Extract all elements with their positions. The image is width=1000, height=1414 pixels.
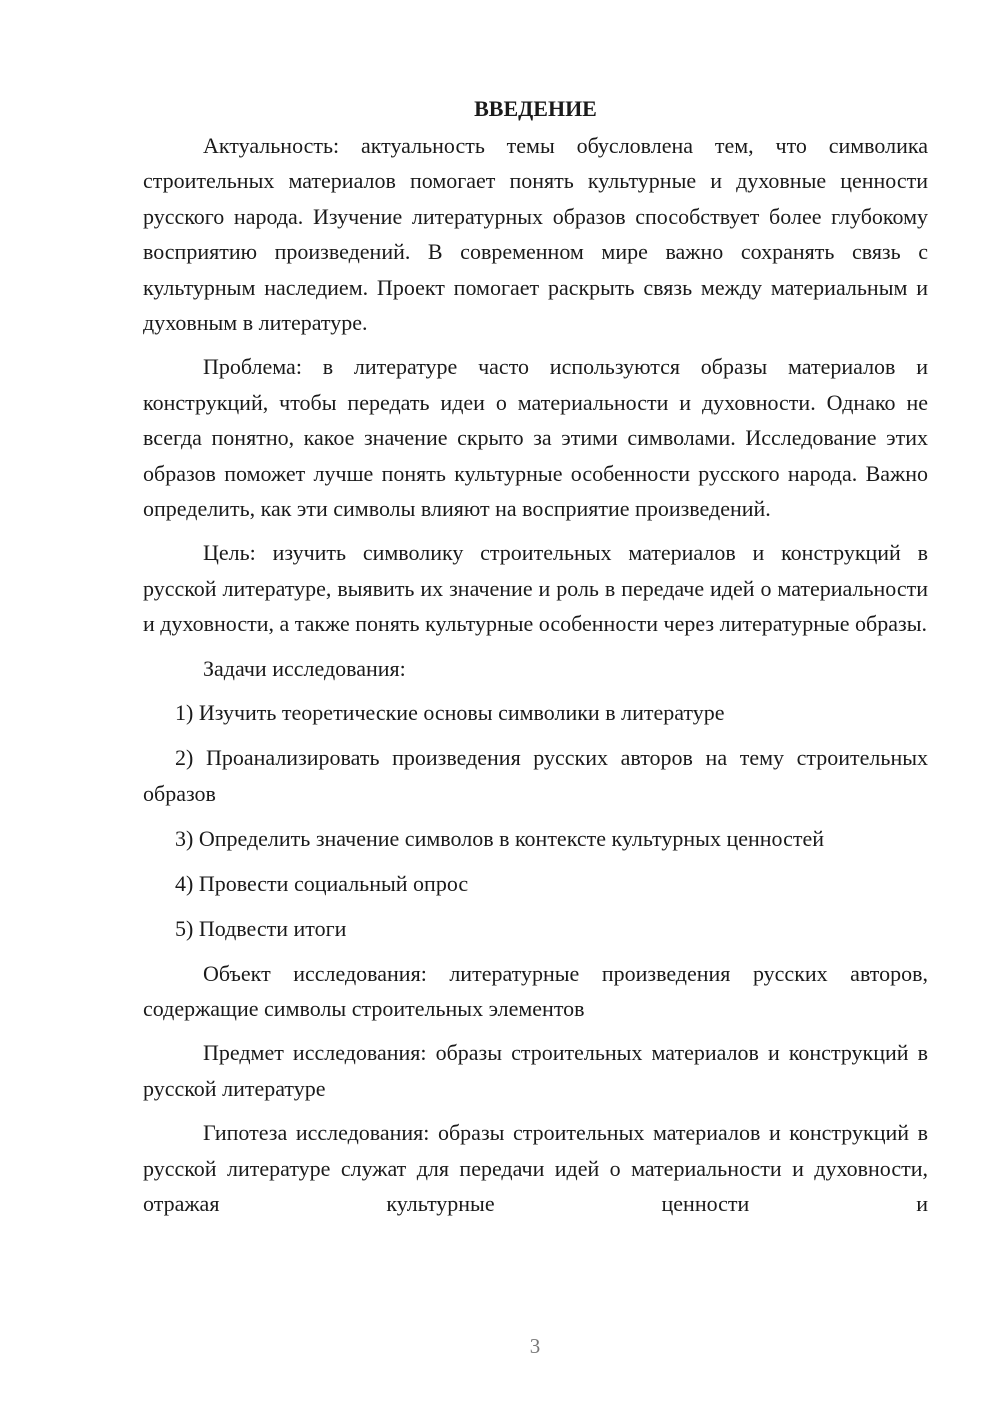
task-item-5: 5) Подвести итоги — [175, 915, 347, 941]
goal-paragraph: Цель: изучить символику строительных материалов и конструкций в русской литературе, выявить их значение и роль в передаче идей о материальности и духовности, а также понять культурные особенности через литературные образы. — [143, 540, 928, 637]
problem-paragraph: Проблема: в литературе часто используются образы материалов и конструкций, чтобы передать идеи о материальности и духовности. Однако не всегда понятно, какое значение скрыто за этими символами. Исследование этих образов поможет лучше понять культурные особенности русского народа. Важно определить, как эти символы влияют на восприятие произведений. — [143, 354, 928, 522]
hypothesis-paragraph: Гипотеза исследования: образы строительных материалов и конструкций в русской литературе служат для передачи идей о материальности и духовности, отражая культурные ценности и — [143, 1120, 928, 1216]
document-page — [143, 94, 928, 1230]
tasks-intro: Задачи исследования: — [203, 655, 406, 681]
subject-paragraph: Предмет исследования: образы строительных материалов и конструкций в русской литературе — [143, 1040, 928, 1101]
relevance-paragraph: Актуальность: актуальность темы обусловлена тем, что символика строительных материалов помогает понять культурные и духовные ценности русского народа. Изучение литературных образов способствует более глубокому восприятию произведений. В современном мире важно сохранять связь с культурным наследием. Проект помогает раскрыть связь между материальным и духовным в литературе. — [143, 133, 928, 336]
task-item-1: 1) Изучить теоретические основы символики в литературе — [175, 700, 725, 726]
task-item-4: 4) Провести социальный опрос — [175, 870, 469, 896]
object-paragraph: Объект исследования: литературные произведения русских авторов, содержащие символы строительных элементов — [143, 960, 928, 1021]
page-number: 3 — [529, 1334, 541, 1358]
task-item-2: 2) Проанализировать произведения русских авторов на тему строительных образов — [143, 745, 928, 806]
section-heading: ВВЕДЕНИЕ — [474, 96, 597, 121]
task-item-3: 3) Определить значение символов в контексте культурных ценностей — [175, 825, 824, 851]
